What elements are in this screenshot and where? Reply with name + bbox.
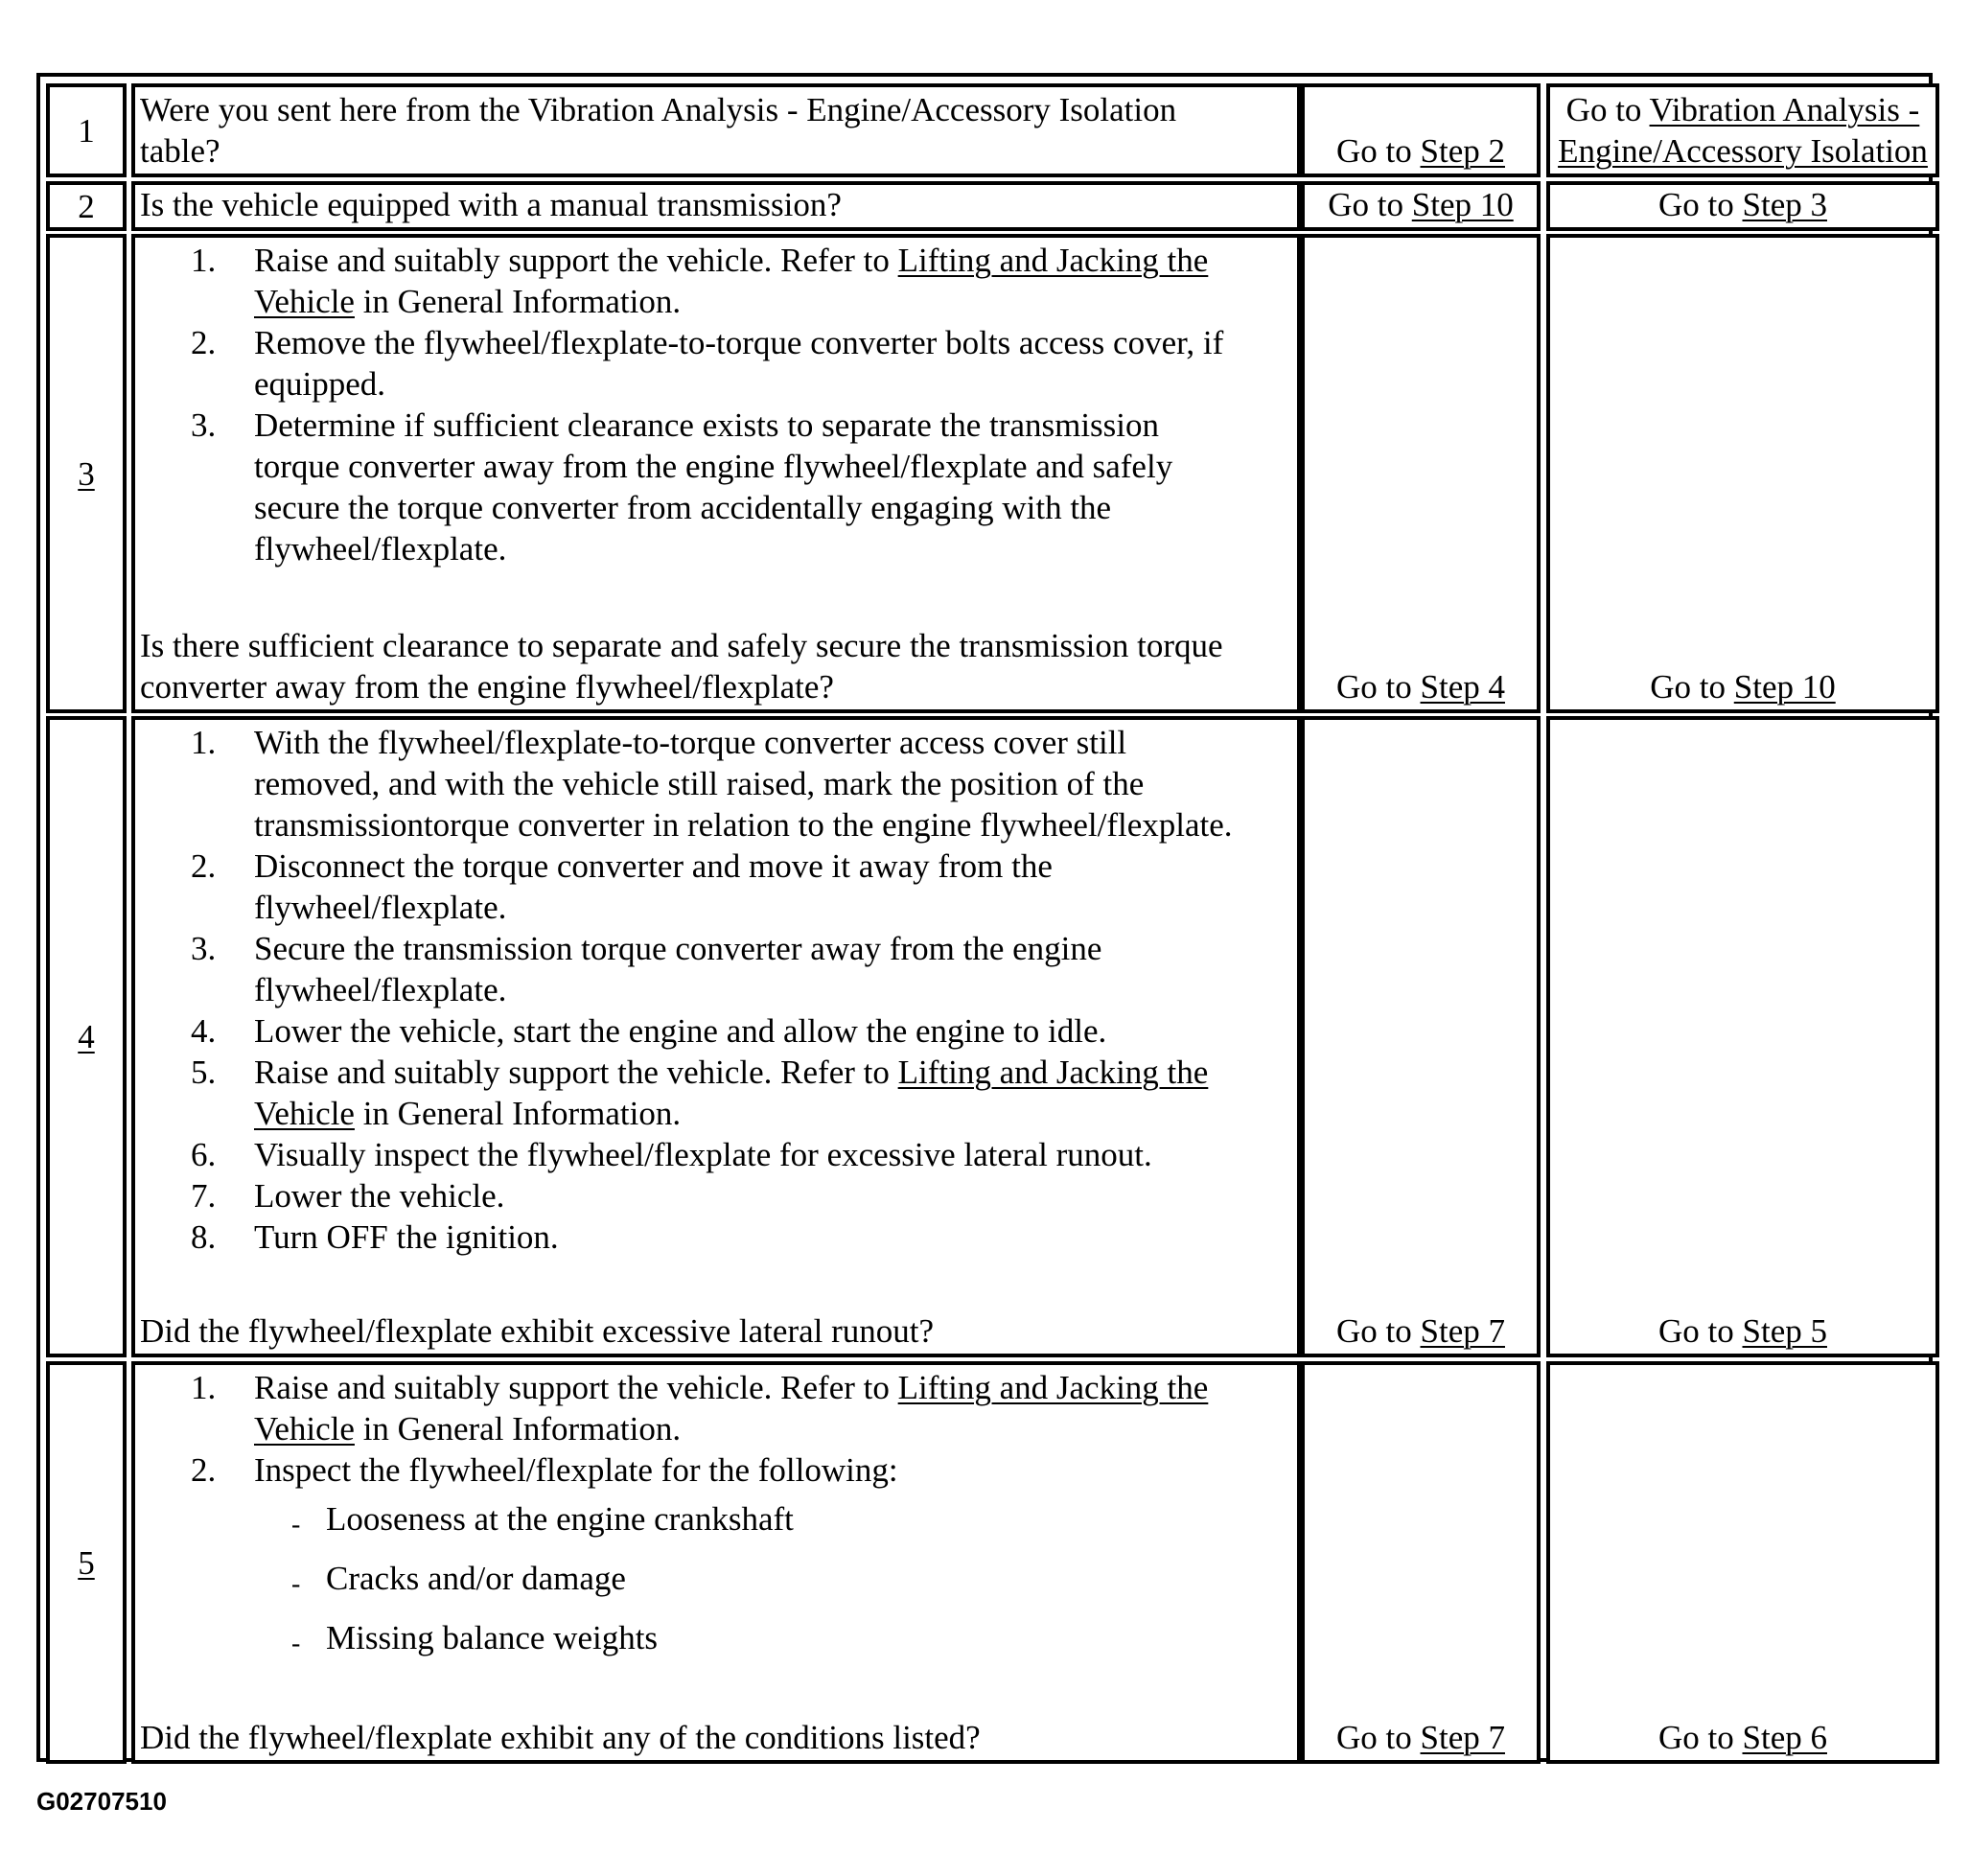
no-cell [1546, 181, 1939, 231]
text-run: flywheel/flexplate. [254, 530, 507, 567]
text-run: Go to [1658, 1312, 1743, 1350]
question-cell [131, 234, 1301, 713]
text-run: Go to [1650, 668, 1734, 706]
yes-answer [1305, 666, 1537, 707]
item-text-line [254, 1010, 1106, 1052]
text-run: With the flywheel/flexplate-to-torque converter access cover still [254, 724, 1127, 761]
text-run: Raise and suitably support the vehicle. Refer to [254, 242, 898, 279]
item-text-line [254, 804, 1233, 845]
item-number: 3. [191, 930, 217, 967]
reference-link[interactable]: Lifting and Jacking the [897, 242, 1209, 279]
no-step-link[interactable]: Step 5 [1742, 1312, 1827, 1350]
item-number: 2. [191, 847, 217, 885]
text-run: Turn OFF the ignition. [254, 1218, 559, 1256]
step-number-link[interactable]: 3 [78, 454, 95, 493]
question-cell [131, 181, 1301, 231]
item-text-line [254, 1175, 504, 1216]
yes-step-link[interactable]: Step 2 [1420, 132, 1505, 170]
item-text-line [254, 322, 1223, 363]
item-text-line [254, 1052, 1208, 1093]
text-run: Remove the flywheel/flexplate-to-torque converter bolts access cover, if [254, 324, 1224, 361]
yes-step-link[interactable]: Step 7 [1420, 1719, 1505, 1756]
step-number-link[interactable]: 5 [78, 1543, 95, 1582]
no-cell [1546, 234, 1939, 713]
bullet-marker: - [291, 1510, 301, 1540]
item-number: 1. [191, 1369, 217, 1406]
step-cell [46, 1361, 127, 1764]
text-run: equipped. [254, 365, 386, 403]
item-text-line [254, 722, 1126, 763]
text-run: transmissiontorque converter in relation to the engine flywheel/flexplate. [254, 806, 1233, 844]
yes-answer [1305, 184, 1537, 225]
diagnostic-table [36, 73, 1933, 1762]
item-number: 7. [191, 1177, 217, 1215]
figure-code: G02707510 [36, 1787, 167, 1816]
reference-link[interactable]: Vehicle [254, 1410, 355, 1448]
text-run: secure the torque converter from accidentally engaging with the [254, 489, 1112, 526]
text-run: Secure the transmission torque converter away from the engine [254, 930, 1102, 967]
text-run: Visually inspect the flywheel/flexplate for excessive lateral runout. [254, 1136, 1152, 1173]
item-text-line [254, 405, 1159, 446]
text-run: Go to [1658, 1719, 1743, 1756]
step-number: 1 [78, 111, 95, 150]
text-run: Lower the vehicle. [254, 1177, 505, 1215]
item-text-line [254, 928, 1101, 969]
bullet-marker: - [291, 1629, 301, 1658]
reference-link[interactable]: Vehicle [254, 1095, 355, 1132]
item-text-line [254, 1093, 681, 1134]
no-cell [1546, 1361, 1939, 1764]
yes-step-link[interactable]: Step 4 [1420, 668, 1505, 706]
text-run: Go to [1336, 1719, 1421, 1756]
bullet-text: Looseness at the engine crankshaft [326, 1500, 794, 1538]
step-cell [46, 83, 127, 177]
no-answer [1550, 1310, 1935, 1352]
no-step-link[interactable]: Step 10 [1733, 668, 1836, 706]
text-run: Go to [1565, 91, 1650, 128]
yes-cell [1301, 1361, 1541, 1764]
question-cell [131, 1361, 1301, 1764]
text-run: in General Information. [354, 283, 682, 320]
step-cell [46, 716, 127, 1357]
question-text: table? [140, 132, 220, 170]
no-step-link[interactable]: Engine/Accessory Isolation [1558, 132, 1928, 170]
text-run: Go to [1328, 186, 1412, 223]
no-cell [1546, 83, 1939, 177]
item-number: 5. [191, 1054, 217, 1091]
question-text: Is the vehicle equipped with a manual transmission? [140, 186, 842, 223]
item-number: 2. [191, 1451, 217, 1489]
question-text: converter away from the engine flywheel/flexplate? [140, 668, 834, 706]
step-cell [46, 234, 127, 713]
question-cell [131, 716, 1301, 1357]
text-run: Raise and suitably support the vehicle. Refer to [254, 1054, 898, 1091]
item-text-line [254, 528, 506, 569]
step-number-link[interactable]: 4 [78, 1018, 95, 1055]
item-number: 3. [191, 406, 217, 444]
reference-link[interactable]: Vehicle [254, 283, 355, 320]
text-run: flywheel/flexplate. [254, 971, 507, 1008]
item-text-line [254, 446, 1172, 487]
question-text: Did the flywheel/flexplate exhibit any of the conditions listed? [140, 1719, 981, 1756]
question-cell [131, 83, 1301, 177]
yes-cell [1301, 234, 1541, 713]
yes-cell [1301, 716, 1541, 1357]
yes-answer [1305, 130, 1537, 172]
text-run: Determine if sufficient clearance exists to separate the transmission [254, 406, 1160, 444]
item-text-line [254, 763, 1144, 804]
item-text-line [254, 1216, 559, 1258]
text-run: Inspect the flywheel/flexplate for the following: [254, 1451, 898, 1489]
text-run: Lower the vehicle, start the engine and allow the engine to idle. [254, 1012, 1107, 1050]
reference-link[interactable]: Lifting and Jacking the [897, 1054, 1209, 1091]
question-text: Is there sufficient clearance to separate and safely secure the transmission torque [140, 627, 1223, 664]
text-run: Go to [1336, 132, 1421, 170]
bullet-marker: - [291, 1569, 301, 1599]
text-run: Disconnect the torque converter and move it away from the [254, 847, 1053, 885]
yes-answer [1305, 1717, 1537, 1758]
no-answer [1550, 666, 1935, 707]
no-cell [1546, 716, 1939, 1357]
text-run: Raise and suitably support the vehicle. Refer to [254, 1369, 898, 1406]
item-text-line [254, 845, 1053, 887]
bullet-text: Missing balance weights [326, 1619, 659, 1656]
step-number: 2 [78, 187, 95, 225]
yes-cell [1301, 83, 1541, 177]
step-number[interactable] [50, 1542, 123, 1584]
item-text-line [254, 1367, 1208, 1408]
item-text-line [254, 240, 1208, 281]
text-run: removed, and with the vehicle still raised, mark the position of the [254, 765, 1145, 802]
text-run: Go to [1658, 186, 1743, 223]
no-step-link[interactable]: Step 6 [1742, 1719, 1827, 1756]
text-run: Go to [1336, 668, 1421, 706]
item-number: 8. [191, 1218, 217, 1256]
item-text-line [254, 1449, 898, 1491]
item-text-line [254, 1134, 1152, 1175]
item-number: 1. [191, 242, 217, 279]
step-number[interactable] [50, 453, 123, 495]
question-text: Did the flywheel/flexplate exhibit excessive lateral runout? [140, 1312, 935, 1350]
item-number: 2. [191, 324, 217, 361]
text-run: in General Information. [354, 1410, 682, 1448]
text-run: flywheel/flexplate. [254, 889, 507, 926]
no-answer [1550, 130, 1935, 172]
text-run: torque converter away from the engine flywheel/flexplate and safely [254, 448, 1173, 485]
yes-answer [1305, 1310, 1537, 1352]
bullet-text: Cracks and/or damage [326, 1560, 626, 1597]
item-text-line [254, 363, 385, 405]
no-answer [1550, 1717, 1935, 1758]
yes-step-link[interactable]: Step 7 [1420, 1312, 1505, 1350]
yes-step-link[interactable]: Step 10 [1411, 186, 1514, 223]
no-step-link[interactable]: Step 3 [1742, 186, 1827, 223]
item-text-line [254, 487, 1111, 528]
item-number: 6. [191, 1136, 217, 1173]
item-text-line [254, 1408, 681, 1449]
no-answer [1550, 184, 1935, 225]
no-step-link[interactable]: Vibration Analysis - [1649, 91, 1920, 128]
item-text-line [254, 969, 506, 1010]
reference-link[interactable]: Lifting and Jacking the [897, 1369, 1209, 1406]
step-cell [46, 181, 127, 231]
step-number[interactable] [50, 1016, 123, 1057]
text-run: in General Information. [354, 1095, 682, 1132]
question-text: Were you sent here from the Vibration Analysis - Engine/Accessory Isolation [140, 91, 1177, 128]
item-number: 1. [191, 724, 217, 761]
yes-cell [1301, 181, 1541, 231]
text-run: Go to [1336, 1312, 1421, 1350]
item-number: 4. [191, 1012, 217, 1050]
no-answer [1550, 89, 1935, 130]
item-text-line [254, 887, 506, 928]
item-text-line [254, 281, 681, 322]
